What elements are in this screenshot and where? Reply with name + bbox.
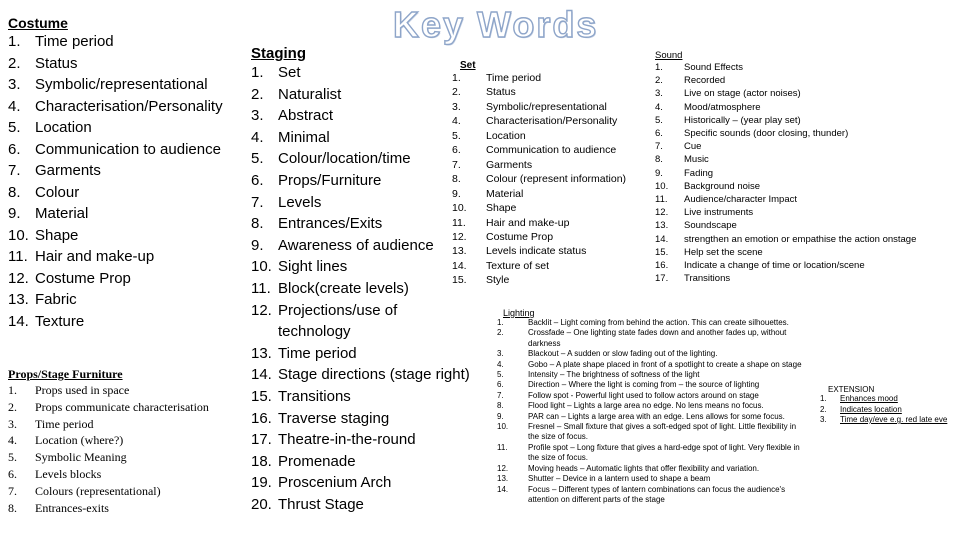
list-item <box>251 105 470 127</box>
list-item <box>497 328 802 349</box>
list-item-text: Characterisation/Personality <box>486 115 618 128</box>
list-item <box>251 127 470 149</box>
list-item-text: Indicate a change of time or location/scene <box>684 260 865 272</box>
list-item-text: Texture of set <box>486 259 550 272</box>
list-number: 4. <box>452 115 461 128</box>
list-number: 6. <box>655 128 663 140</box>
list-number: 5. <box>8 119 21 136</box>
list-number: 10. <box>452 202 467 215</box>
list-item-text: Block(create levels) <box>278 279 409 297</box>
props-list <box>8 382 209 516</box>
list-number: 3. <box>497 349 504 359</box>
list-number: 6. <box>8 140 21 158</box>
list-item <box>452 129 626 143</box>
list-item <box>452 259 626 273</box>
list-number: 14. <box>497 484 509 494</box>
list-item <box>655 193 916 206</box>
list-item-text: Audience/character Impact <box>684 194 798 206</box>
list-item <box>820 405 947 416</box>
list-number: 5. <box>497 370 504 380</box>
list-item-text: Location (where?) <box>35 433 124 448</box>
list-item-text: Transitions <box>278 387 351 405</box>
list-item <box>8 31 223 53</box>
list-item-text: Location <box>35 119 92 136</box>
list-item-text: Recorded <box>684 75 726 87</box>
list-number: 2. <box>8 399 17 414</box>
list-item-text: Theatre-in-the-round <box>278 431 416 449</box>
list-item <box>8 268 223 290</box>
list-number: 14. <box>452 259 467 272</box>
list-item <box>8 160 223 182</box>
staging-section <box>251 45 470 515</box>
costume-section <box>8 15 223 332</box>
list-item-text: Style <box>486 274 510 287</box>
list-item <box>452 273 626 287</box>
list-number: 14. <box>8 312 29 330</box>
list-number: 7. <box>251 193 264 211</box>
list-number: 2. <box>8 54 21 72</box>
list-item-text: Moving heads – Automatic lights that offer flexibility and variation. <box>528 463 760 473</box>
list-item-text: Symbolic Meaning <box>35 450 127 465</box>
list-number: 2. <box>497 328 504 338</box>
costume-heading: Costume <box>8 15 68 31</box>
list-item <box>251 408 470 430</box>
list-item-text: Abstract <box>278 107 334 125</box>
list-number: 1. <box>8 33 21 50</box>
list-item-text: Direction – Where the light is coming from – the source of lighting <box>528 380 760 390</box>
list-item <box>8 139 223 161</box>
list-item <box>452 201 626 215</box>
list-item-text: Levels indicate status <box>486 245 587 258</box>
list-number: 1. <box>820 394 827 403</box>
list-number: 2. <box>251 85 264 103</box>
list-number: 8. <box>251 215 264 233</box>
list-number: 17. <box>251 431 272 449</box>
list-item-text: Blackout – A sudden or slow fading out of the lighting. <box>528 349 718 359</box>
list-number: 9. <box>655 167 663 179</box>
list-number: 11. <box>251 279 271 297</box>
list-number: 9. <box>8 205 21 222</box>
set-list <box>452 71 626 288</box>
list-item <box>251 256 470 278</box>
list-number: 18. <box>251 452 272 470</box>
lighting-heading: Lighting <box>503 308 535 318</box>
list-item <box>251 62 470 84</box>
list-item <box>452 216 626 230</box>
list-item-text: Set <box>278 64 301 81</box>
list-number: 7. <box>655 141 663 153</box>
list-item <box>251 386 470 408</box>
list-item <box>655 153 916 166</box>
list-item <box>251 429 470 451</box>
list-number: 8. <box>8 500 17 515</box>
list-item <box>452 244 626 258</box>
list-item <box>251 192 470 214</box>
list-number: 1. <box>655 62 663 73</box>
list-item-text: Time period <box>35 33 114 50</box>
list-number: 4. <box>497 359 504 369</box>
list-item <box>655 101 916 114</box>
list-number: 1. <box>452 72 461 84</box>
list-item-text: Projections/use of <box>278 301 398 319</box>
list-item <box>452 230 626 244</box>
list-item-text: Focus – Different types of lantern combinations can focus the audience's attention on different parts of the stage <box>528 484 786 504</box>
list-item <box>655 74 916 87</box>
sound-heading: Sound <box>655 50 683 61</box>
list-item <box>8 432 209 449</box>
list-item <box>820 415 947 426</box>
list-number: 10. <box>251 258 272 276</box>
sound-section <box>655 50 916 285</box>
list-item-text: Fading <box>684 167 714 179</box>
list-item <box>251 343 470 365</box>
list-number: 8. <box>8 183 21 201</box>
list-item-text: strengthen an emotion or empathise the action onstage <box>684 233 917 245</box>
list-item <box>497 349 802 359</box>
list-item <box>8 225 223 247</box>
lighting-section <box>497 308 802 505</box>
list-number: 7. <box>497 390 504 400</box>
list-item <box>452 114 626 128</box>
list-number: 12. <box>251 301 272 319</box>
list-item <box>497 380 802 390</box>
list-number: 16. <box>655 260 669 272</box>
list-number: 7. <box>8 162 21 179</box>
list-item <box>452 143 626 157</box>
list-item-text: Music <box>684 154 709 166</box>
list-item <box>452 172 626 186</box>
sound-list <box>655 61 916 285</box>
list-item-text: Sound Effects <box>684 62 743 73</box>
list-item-text: Enhances mood <box>840 394 898 403</box>
list-item <box>251 170 470 192</box>
list-item-text: PAR can – Lights a large area with an edge. Lens allows for some focus. <box>528 411 785 421</box>
list-item <box>655 246 916 259</box>
list-item <box>655 167 916 180</box>
list-number: 13. <box>8 291 29 308</box>
list-number: 3. <box>8 76 21 93</box>
list-item-text: Colour/location/time <box>278 150 411 168</box>
list-item-text: Intensity – The brightness of softness of the light <box>528 370 700 380</box>
list-number: 13. <box>452 245 467 258</box>
list-item-text: Naturalist <box>278 85 342 103</box>
list-item-text: Garments <box>35 162 101 179</box>
list-item-text: Symbolic/representational <box>35 76 208 93</box>
list-item <box>8 483 209 500</box>
list-item-text: Costume Prop <box>35 269 131 287</box>
list-number: 17. <box>655 273 669 285</box>
list-item <box>497 318 802 328</box>
list-number: 4. <box>8 97 21 115</box>
list-number: 12. <box>497 463 509 473</box>
list-number: 2. <box>655 75 663 87</box>
list-number: 16. <box>251 409 272 427</box>
list-item-text: Colours (representational) <box>35 483 161 498</box>
list-item <box>251 472 470 494</box>
list-item <box>655 206 916 219</box>
list-item <box>497 443 802 464</box>
list-item-text: Symbolic/representational <box>486 100 607 113</box>
staging-heading: Staging <box>251 45 306 62</box>
list-item-text: Sight lines <box>278 258 348 276</box>
list-number: 10. <box>497 422 509 432</box>
list-item-text: Help set the scene <box>684 246 763 258</box>
list-number: 14. <box>251 366 272 384</box>
extension-heading: EXTENSION <box>828 385 875 394</box>
list-item <box>497 391 802 401</box>
list-item-text: Props communicate characterisation <box>35 399 209 414</box>
list-item <box>497 464 802 474</box>
list-item-text: Specific sounds (door closing, thunder) <box>684 128 849 140</box>
list-item <box>497 485 802 506</box>
list-number: 12. <box>655 207 669 219</box>
list-item-text: Entrances-exits <box>35 500 109 515</box>
list-number: 11. <box>655 194 668 206</box>
list-item-text: Colour (represent information) <box>486 173 627 186</box>
list-number: 6. <box>497 380 504 390</box>
list-item <box>8 74 223 96</box>
list-number: 4. <box>655 101 663 113</box>
list-number: 11. <box>452 216 466 229</box>
list-item-text: Status <box>486 86 516 99</box>
list-item <box>655 233 916 246</box>
list-number: 13. <box>497 474 509 484</box>
list-item-text: Live instruments <box>684 207 754 219</box>
list-item-text: Proscenium Arch <box>278 474 392 492</box>
list-number: 2. <box>452 86 461 99</box>
list-number: 3. <box>251 107 264 125</box>
list-item <box>497 422 802 443</box>
list-item <box>655 61 916 74</box>
list-item-text: Entrances/Exits <box>278 215 383 233</box>
list-number: 8. <box>655 154 663 166</box>
list-item <box>251 364 470 386</box>
list-number: 5. <box>8 450 17 465</box>
list-item <box>655 272 916 285</box>
list-number: 5. <box>251 150 264 168</box>
list-number: 14. <box>655 233 669 245</box>
list-item <box>655 259 916 272</box>
costume-list <box>8 31 223 332</box>
list-number: 13. <box>251 344 272 362</box>
list-item-text: Time period <box>486 72 542 84</box>
list-item-text: Time period <box>35 416 94 431</box>
extension-section <box>820 385 947 426</box>
list-number: 11. <box>8 248 28 265</box>
list-number: 15. <box>655 246 669 258</box>
list-item-text: Thrust Stage <box>278 495 364 513</box>
list-number: 10. <box>8 226 29 244</box>
list-item-text: Transitions <box>684 273 731 285</box>
list-item <box>452 71 626 85</box>
list-number: 12. <box>8 269 29 287</box>
list-item-text: Gobo – A plate shape placed in front of a spotlight to create a shape on stage <box>528 359 802 369</box>
list-item-text: Backlit – Light coming from behind the action. This can create silhouettes. <box>528 318 789 327</box>
list-number: 9. <box>497 411 504 421</box>
list-item <box>251 235 470 257</box>
list-item <box>452 100 626 114</box>
list-item-text: Shutter – Device in a lantern used to shape a beam <box>528 474 711 484</box>
list-item <box>251 300 470 322</box>
list-number: 12. <box>452 230 467 243</box>
list-item-text: Traverse staging <box>278 409 390 427</box>
list-item-text: Cue <box>684 141 702 153</box>
list-number: 7. <box>452 158 461 171</box>
list-item <box>497 412 802 422</box>
list-item <box>8 117 223 139</box>
list-number: 1. <box>8 383 17 397</box>
list-item-text: Garments <box>486 158 533 171</box>
list-item-text: Shape <box>486 202 517 215</box>
list-item-text: Colour <box>35 183 80 201</box>
list-number: 10. <box>655 180 669 192</box>
list-item <box>655 140 916 153</box>
list-item <box>251 278 470 300</box>
list-item <box>251 84 470 106</box>
list-item <box>497 474 802 484</box>
list-item <box>8 53 223 75</box>
list-item <box>497 360 802 370</box>
props-heading: Props/Stage Furniture <box>8 367 123 381</box>
list-item <box>8 382 209 399</box>
list-number: 5. <box>655 114 663 126</box>
list-item <box>251 451 470 473</box>
list-item-text: Background noise <box>684 180 761 192</box>
list-number: 1. <box>251 64 264 81</box>
list-item <box>497 401 802 411</box>
list-number: 6. <box>8 466 17 481</box>
list-item-text: Material <box>486 187 524 200</box>
list-item-text: Location <box>486 129 526 142</box>
list-item-text: Historically – (year play set) <box>684 114 801 126</box>
list-item <box>251 213 470 235</box>
list-item <box>8 500 209 517</box>
list-item <box>452 85 626 99</box>
list-number: 3. <box>820 415 827 424</box>
list-item <box>8 311 223 333</box>
set-section <box>452 60 626 288</box>
list-number: 8. <box>452 173 461 186</box>
list-item <box>497 370 802 380</box>
list-item <box>251 494 470 516</box>
list-item-text: Minimal <box>278 128 330 146</box>
list-number: 15. <box>251 387 272 405</box>
list-item-continuation: technology <box>278 323 351 341</box>
list-number: 5. <box>452 129 461 142</box>
list-number: 3. <box>655 88 663 100</box>
list-item <box>8 399 209 416</box>
list-item-text: Profile spot – Long fixture that gives a hard-edge spot of light. Very flexible in the size of focus. <box>528 442 800 463</box>
list-item-text: Hair and make-up <box>35 248 155 265</box>
list-item-text: Props/Furniture <box>278 171 382 189</box>
list-item-text: Levels blocks <box>35 466 102 481</box>
list-item-text: Follow spot - Powerful light used to follow actors around on stage <box>528 390 759 400</box>
list-item-text: Live on stage (actor noises) <box>684 88 801 100</box>
list-item-text: Costume Prop <box>486 230 554 243</box>
list-item <box>655 127 916 140</box>
list-item-text: Texture <box>35 312 85 330</box>
list-number: 4. <box>8 433 17 448</box>
list-item <box>655 114 916 127</box>
list-item-text: Shape <box>35 226 79 244</box>
list-item-text: Communication to audience <box>486 144 617 157</box>
list-item-text: Time day/eve e.g. red late eve <box>840 415 948 424</box>
list-number: 4. <box>251 128 264 146</box>
list-item <box>655 180 916 193</box>
list-item-text: Communication to audience <box>35 140 221 158</box>
list-item <box>8 466 209 483</box>
list-item-text: Crossfade – One lighting state fades down and another fades up, without darkness <box>528 328 787 348</box>
list-number: 8. <box>497 401 504 411</box>
list-item-text: Flood light – Lights a large area no edge. No lens means no focus. <box>528 401 764 411</box>
list-item <box>655 87 916 100</box>
list-number: 7. <box>8 483 17 498</box>
list-number: 9. <box>452 187 461 200</box>
list-item <box>820 394 947 405</box>
lighting-list <box>497 318 802 505</box>
list-item <box>8 289 223 311</box>
list-number: 6. <box>452 144 461 157</box>
list-number: 13. <box>655 220 669 232</box>
list-number: 3. <box>452 100 461 113</box>
list-number: 2. <box>820 404 827 414</box>
list-item <box>8 449 209 466</box>
list-number: 6. <box>251 171 264 189</box>
list-item-text: Props used in space <box>35 383 130 397</box>
list-item-text: Levels <box>278 193 322 211</box>
list-item-text: Time period <box>278 344 357 362</box>
list-number: 9. <box>251 236 264 254</box>
list-item-text: Indicates location <box>840 404 902 414</box>
list-item-text: Stage directions (stage right) <box>278 366 470 384</box>
list-item-text: Characterisation/Personality <box>35 97 223 115</box>
list-item-text: Awareness of audience <box>278 236 434 254</box>
extension-list <box>820 394 947 426</box>
list-number: 11. <box>497 442 508 452</box>
list-item-text: Fresnel – Small fixture that gives a soft-edged spot of light. Little flexibility in the size of focus. <box>528 422 797 442</box>
list-number: 1. <box>497 318 504 327</box>
list-item <box>8 246 223 268</box>
list-item <box>655 219 916 232</box>
props-section <box>8 367 209 516</box>
staging-list <box>251 62 470 515</box>
list-item <box>452 158 626 172</box>
set-heading: Set <box>460 60 476 71</box>
list-number: 15. <box>452 274 467 287</box>
list-item-text: Status <box>35 54 78 72</box>
page-title: Key Words <box>393 4 599 45</box>
list-item-text: Promenade <box>278 452 356 470</box>
list-number: 20. <box>251 495 272 513</box>
list-item-text: Soundscape <box>684 220 737 232</box>
list-item <box>8 203 223 225</box>
list-item <box>8 416 209 433</box>
list-item <box>251 148 470 170</box>
list-number: 19. <box>251 474 272 492</box>
list-item-text: Mood/atmosphere <box>684 101 761 113</box>
list-item-text: Hair and make-up <box>486 216 570 229</box>
list-item <box>8 182 223 204</box>
list-item-text: Material <box>35 205 89 222</box>
list-item <box>8 96 223 118</box>
list-item <box>452 187 626 201</box>
list-item-text: Fabric <box>35 291 77 308</box>
list-number: 3. <box>8 416 17 431</box>
